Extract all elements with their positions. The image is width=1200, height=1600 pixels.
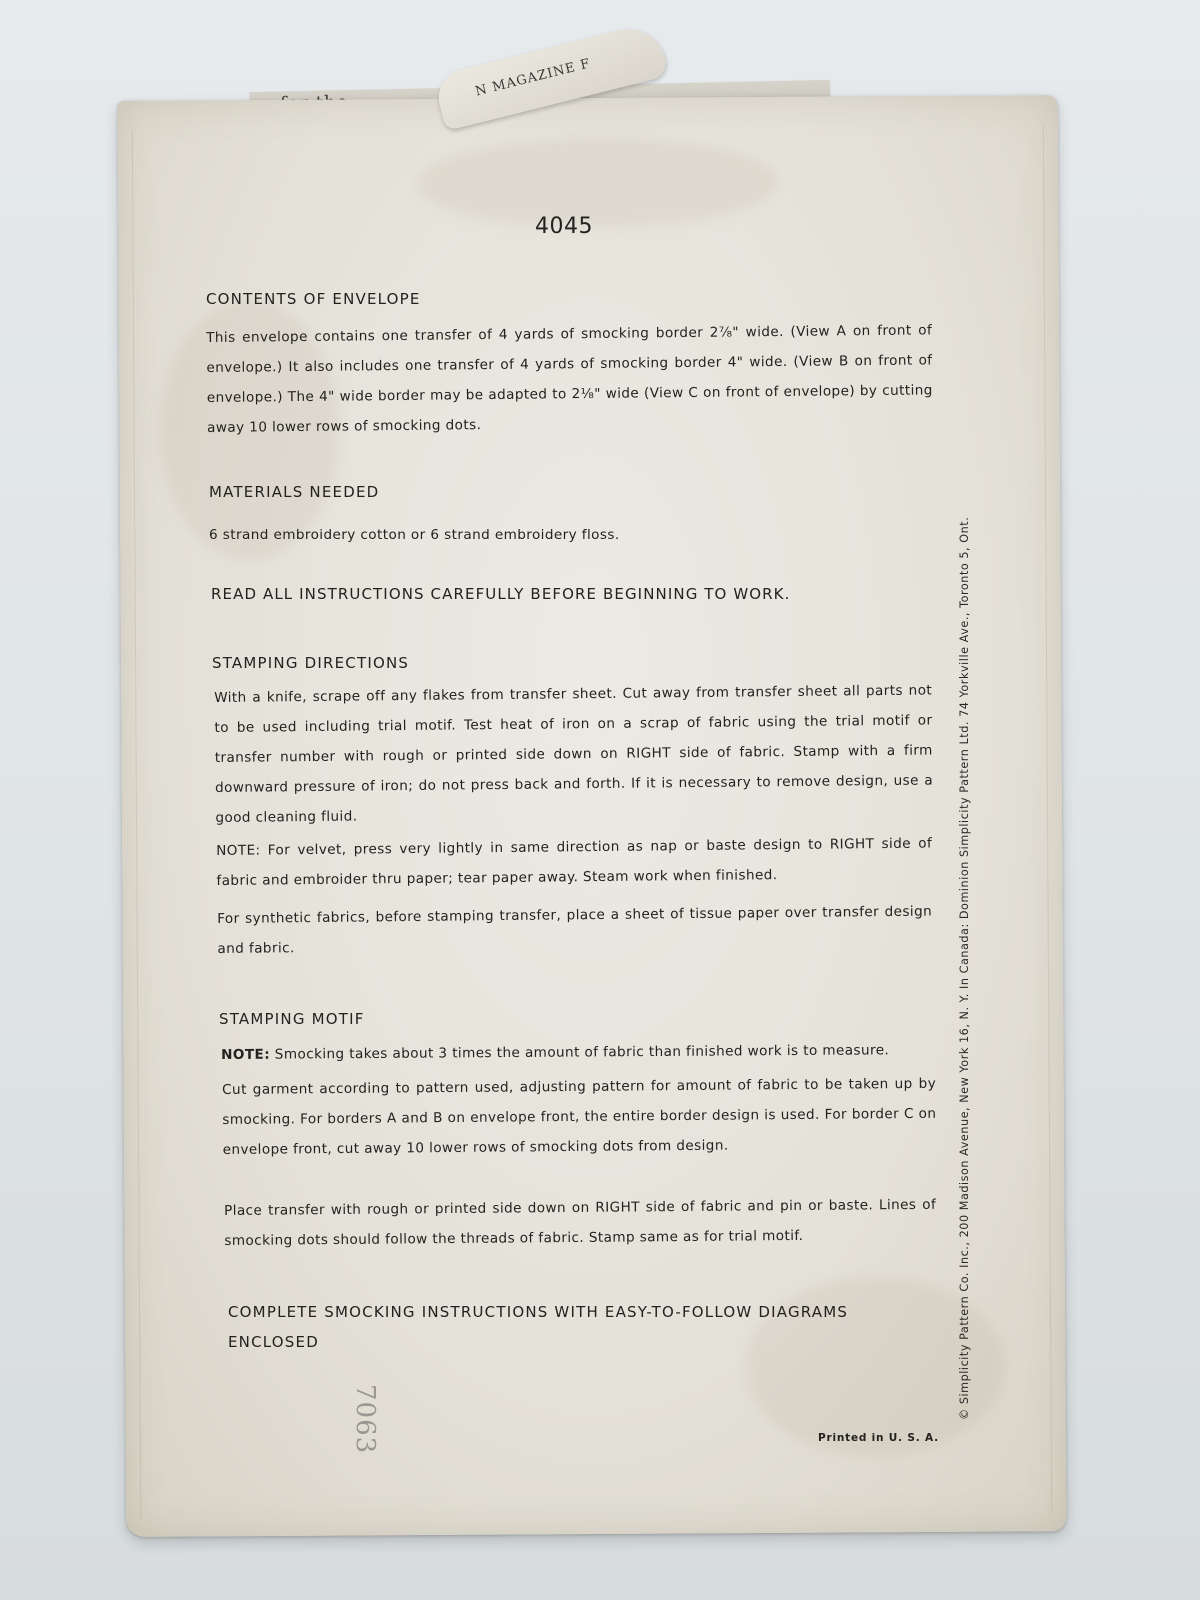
complete-instructions-note: COMPLETE SMOCKING INSTRUCTIONS WITH EASY-TO-FOLLOW DIAGRAMS ENCLOSED	[228, 1303, 849, 1351]
paper-stain	[418, 137, 779, 229]
read-all-instructions: READ ALL INSTRUCTIONS CAREFULLY BEFORE BEGINNING TO WORK.	[211, 585, 791, 603]
printed-in-usa: Printed in U. S. A.	[818, 1432, 939, 1444]
cut-garment-text: Cut garment according to pattern used, adjusting pattern for amount of fabric to be taken up by smocking. For borders A and B on envelope front, the entire border design is used. For border C on envelope front, cut away 10 lower rows of smocking dots from design.	[222, 1075, 937, 1158]
pattern-number: 4045	[535, 214, 593, 239]
smocking-note-text: Smocking takes about 3 times the amount of fabric than finished work is to measure.	[274, 1042, 890, 1063]
smocking-note	[221, 1035, 935, 1070]
synthetic-fabrics-text: For synthetic fabrics, before stamping transfer, place a sheet of tissue paper over transfer design and fabric.	[217, 903, 933, 957]
stamping-directions-heading: STAMPING DIRECTIONS	[212, 654, 410, 672]
stamping-directions-text: With a knife, scrape off any flakes from transfer sheet. Cut away from transfer sheet all parts not to be used including trial motif. Test heat of iron on a scrap of fabric using the trial motif or transfer number with rough or printed side down on RIGHT side of fabric. Stamp with a firm downward pressure of iron; do not press back and forth. If it is necessary to remove design, use a good cleaning fluid.	[214, 682, 934, 826]
velvet-note: NOTE: For velvet, press very lightly in same direction as nap or baste design to RIGHT side of fabric and embroider thru paper; tear paper away. Steam work when finished.	[216, 835, 933, 889]
contents-text: This envelope contains one transfer of 4 yards of smocking border 2⅞" wide. (View A on front of envelope.) It also includes one transfer of 4 yards of smocking border 4" wide. (View B on front of envelope.) The 4" wide border may be adapted to 2⅛" wide (View C on front of envelope) by cutting away 10 lower rows of smocking dots.	[206, 322, 933, 436]
publisher-address-vertical: © Simplicity Pattern Co. Inc., 200 Madison Avenue, New York 16, N. Y. In Canada: Dominion Simplicity Pattern Ltd. 74 Yorkville Ave., Toronto 5, Ont.	[958, 516, 971, 1420]
contents-heading: CONTENTS OF ENVELOPE	[206, 290, 421, 308]
materials-text: 6 strand embroidery cotton or 6 strand embroidery floss.	[209, 527, 620, 543]
note-label: NOTE:	[221, 1046, 271, 1063]
handstamped-number: 7063	[350, 1384, 380, 1455]
stamping-motif-heading: STAMPING MOTIF	[219, 1010, 365, 1028]
materials-heading: MATERIALS NEEDED	[209, 483, 380, 501]
place-transfer-text: Place transfer with rough or printed side down on RIGHT side of fabric and pin or baste. Lines of smocking dots should follow the threads of fabric. Stamp same as for trial motif.	[224, 1196, 937, 1249]
torn-tab-text: N MAGAZINE F	[473, 56, 593, 100]
